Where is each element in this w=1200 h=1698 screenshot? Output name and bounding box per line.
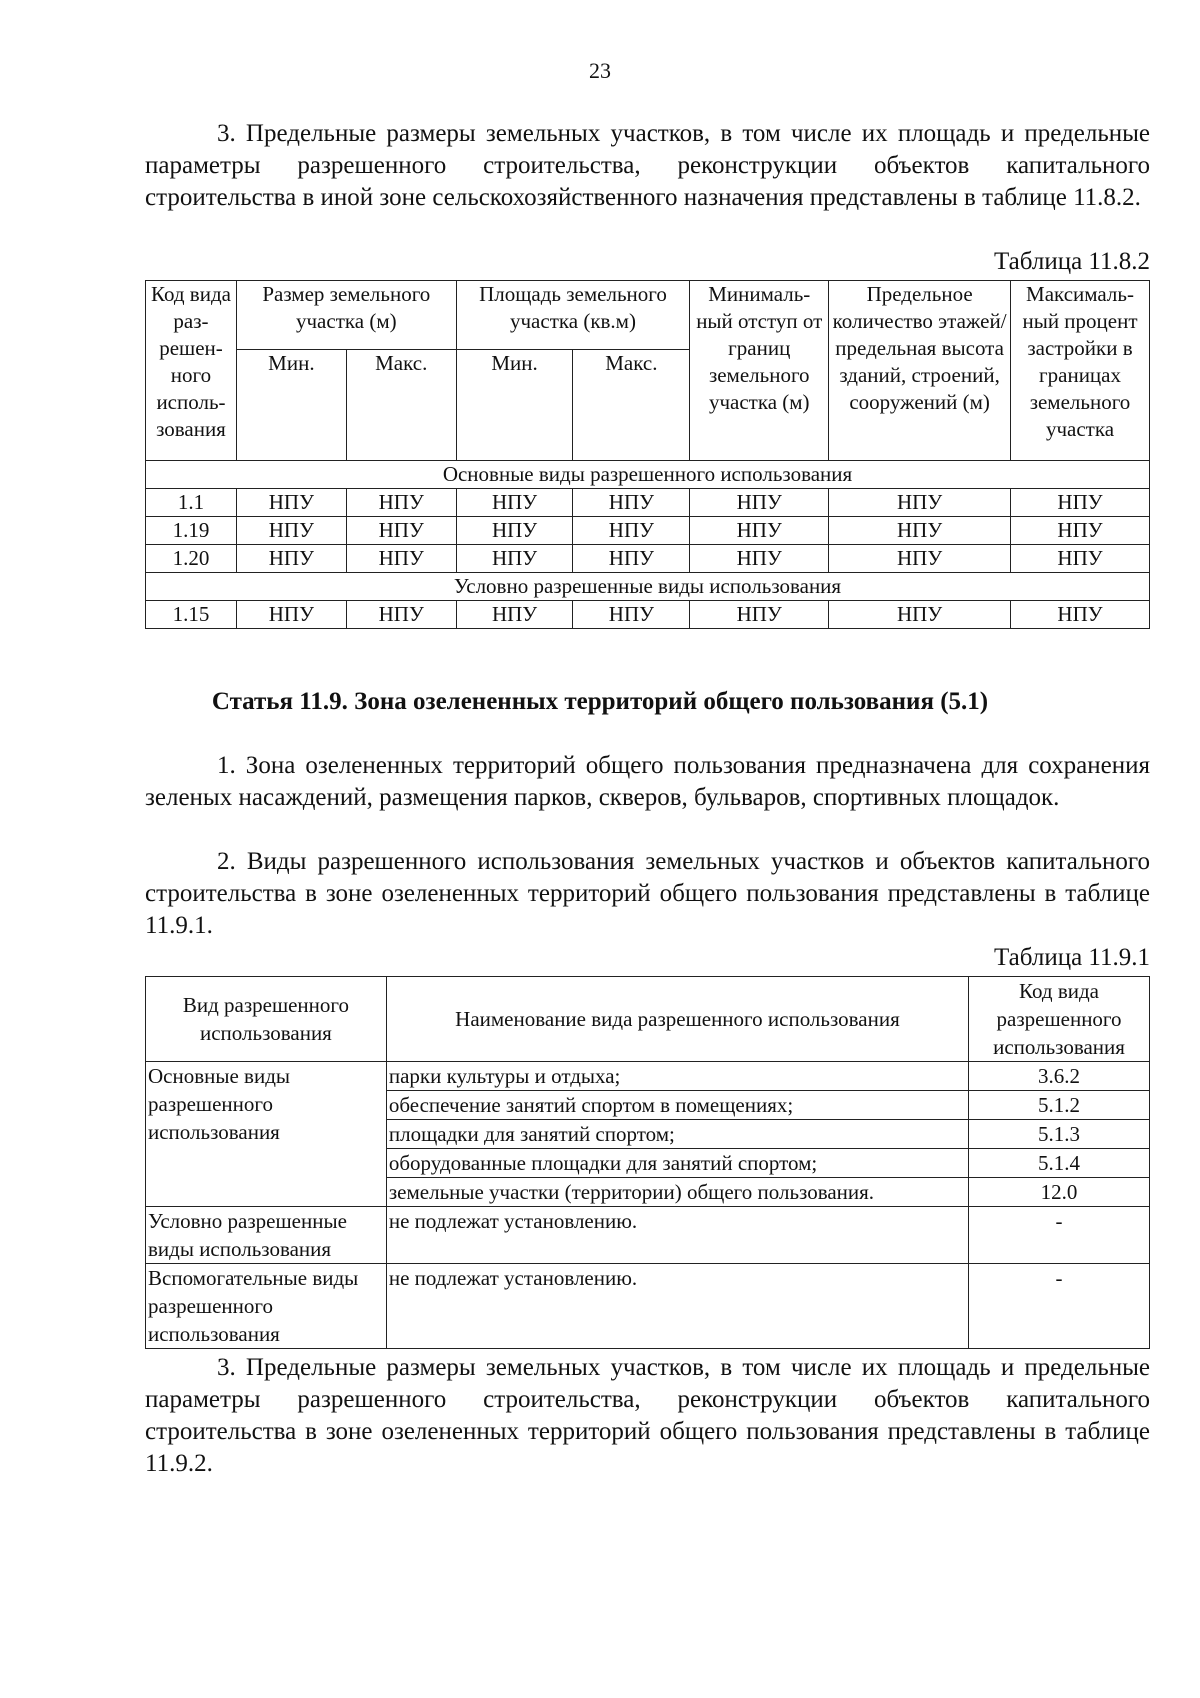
cell: НПУ	[1011, 489, 1150, 517]
header-size-max: Макс.	[346, 350, 456, 461]
cell: НПУ	[456, 545, 573, 573]
cell: НПУ	[236, 517, 346, 545]
cell: НПУ	[346, 489, 456, 517]
conditional-use-name: не подлежат установлению.	[386, 1207, 968, 1264]
paragraph-9-2: 2. Виды разрешенного использования земельных участков и объектов капитального строительства в зоне озелененных территорий общего пользования представлены в таблице 11.9.1.	[145, 848, 1150, 939]
cell: НПУ	[829, 489, 1011, 517]
row-code: 1.19	[146, 517, 237, 545]
header-use-name: Наименование вида разрешенного использования	[386, 977, 968, 1062]
table-row	[146, 1207, 1150, 1264]
row-code: 1.1	[146, 489, 237, 517]
section-main-uses: Основные виды разрешенного использования	[146, 461, 1150, 489]
use-name: площадки для занятий спортом;	[386, 1120, 968, 1149]
cell: НПУ	[573, 489, 690, 517]
header-area: Площадь земельного участка (кв.м)	[456, 281, 690, 350]
page-number: 23	[589, 58, 611, 83]
use-name: обеспечение занятий спортом в помещениях;	[386, 1091, 968, 1120]
table-row	[146, 601, 1150, 629]
cell: НПУ	[573, 545, 690, 573]
header-use-code: Код вида разрешенного использования	[969, 977, 1150, 1062]
header-setback: Минималь-ный отступ от границ земельного участка (м)	[690, 281, 829, 461]
article-11-9-heading: Статья 11.9. Зона озелененных территорий общего пользования (5.1)	[211, 688, 989, 715]
use-code: 5.1.4	[969, 1149, 1150, 1178]
auxiliary-use-code: -	[969, 1264, 1150, 1349]
header-size-min: Мин.	[236, 350, 346, 461]
table-row	[146, 1062, 1150, 1091]
cell: НПУ	[456, 517, 573, 545]
group-main-uses: Основные виды разрешенного использования	[146, 1062, 387, 1207]
table-row	[146, 545, 1150, 573]
cell: НПУ	[1011, 545, 1150, 573]
table-row	[146, 489, 1150, 517]
header-size: Размер земельного участка (м)	[236, 281, 456, 350]
table-11-9-1-caption: Таблица 11.9.1	[994, 944, 1150, 971]
group-conditional-uses: Условно разрешенные виды использования	[146, 1207, 387, 1264]
paragraph-8-3: 3. Предельные размеры земельных участков, в том числе их площадь и предельные параметры разрешенного строительства, реконструкции объектов капитального строительства в иной зоне сельскохозяйственного назначения представлены в таблице 11.8.2.	[145, 120, 1150, 211]
use-name: парки культуры и отдыха;	[386, 1062, 968, 1091]
cell: НПУ	[829, 545, 1011, 573]
use-code: 5.1.2	[969, 1091, 1150, 1120]
row-code: 1.15	[146, 601, 237, 629]
table-11-8-2-caption: Таблица 11.8.2	[994, 248, 1150, 275]
cell: НПУ	[829, 601, 1011, 629]
auxiliary-use-name: не подлежат установлению.	[386, 1264, 968, 1349]
header-area-min: Мин.	[456, 350, 573, 461]
header-area-max: Макс.	[573, 350, 690, 461]
use-name: оборудованные площадки для занятий спортом;	[386, 1149, 968, 1178]
cell: НПУ	[1011, 601, 1150, 629]
table-row	[146, 517, 1150, 545]
use-code: 12.0	[969, 1178, 1150, 1207]
cell: НПУ	[690, 601, 829, 629]
cell: НПУ	[236, 489, 346, 517]
cell: НПУ	[690, 489, 829, 517]
cell: НПУ	[236, 601, 346, 629]
header-coverage: Максималь-ный процент застройки в границах земельного участка	[1011, 281, 1150, 461]
table-row	[146, 1264, 1150, 1349]
cell: НПУ	[346, 601, 456, 629]
paragraph-9-1: 1. Зона озелененных территорий общего пользования предназначена для сохранения зеленых насаждений, размещения парков, скверов, бульваров, спортивных площадок.	[145, 752, 1150, 811]
header-floors: Предельное количество этажей/ предельная высота зданий, строений, сооружений (м)	[829, 281, 1011, 461]
header-code: Код вида раз-решен-ного исполь-зования	[146, 281, 237, 461]
cell: НПУ	[690, 517, 829, 545]
group-auxiliary-uses: Вспомогательные виды разрешенного использования	[146, 1264, 387, 1349]
use-name: земельные участки (территории) общего пользования.	[386, 1178, 968, 1207]
table-11-8-2	[145, 280, 1150, 629]
cell: НПУ	[346, 545, 456, 573]
header-use-type: Вид разрешенного использования	[146, 977, 387, 1062]
cell: НПУ	[346, 517, 456, 545]
conditional-use-code: -	[969, 1207, 1150, 1264]
cell: НПУ	[829, 517, 1011, 545]
cell: НПУ	[1011, 517, 1150, 545]
section-conditional-uses: Условно разрешенные виды использования	[146, 573, 1150, 601]
row-code: 1.20	[146, 545, 237, 573]
cell: НПУ	[456, 489, 573, 517]
cell: НПУ	[456, 601, 573, 629]
cell: НПУ	[573, 517, 690, 545]
use-code: 3.6.2	[969, 1062, 1150, 1091]
cell: НПУ	[573, 601, 690, 629]
paragraph-9-3: 3. Предельные размеры земельных участков, в том числе их площадь и предельные параметры разрешенного строительства, реконструкции объектов капитального строительства в зоне озелененных территорий общего пользования представлены в таблице 11.9.2.	[145, 1354, 1150, 1477]
table-11-9-1	[145, 976, 1150, 1349]
cell: НПУ	[690, 545, 829, 573]
cell: НПУ	[236, 545, 346, 573]
use-code: 5.1.3	[969, 1120, 1150, 1149]
